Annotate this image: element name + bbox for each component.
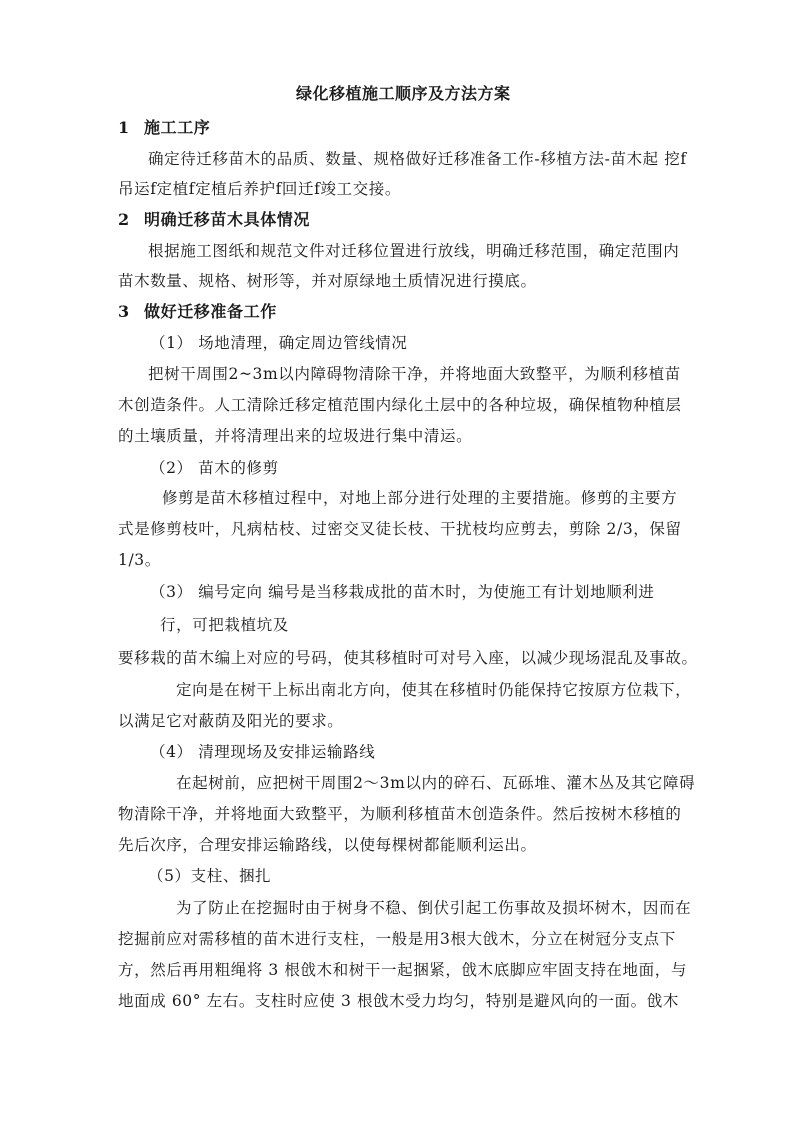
paragraph-line: 苗木数量、规格、树形等，并对原绿地土质情况进行摸底。	[118, 272, 537, 290]
paragraph-line: 修剪是苗木移植过程中，对地上部分进行处理的主要措施。修剪的主要方	[162, 489, 678, 507]
paragraph-line: 行，可把栽植坑及	[160, 616, 289, 634]
paragraph-line: 木创造条件。人工清除迁移定植范围内绿化土层中的各种垃圾，确保植物种植层	[118, 396, 682, 414]
section-2-heading	[118, 210, 310, 230]
paragraph-line: 地面成 60° 左右。支柱时应使 3 根戗木受力均匀，特别是避风向的一面。戗木	[118, 992, 679, 1010]
item-1-heading: （1） 场地清理，确定周边管线情况	[150, 334, 408, 352]
paragraph-line: 吊运f定植f定植后养护f回迁f竣工交接。	[118, 180, 401, 198]
paragraph-line: 方，然后再用粗绳将 3 根戗木和树干一起捆紧，戗木底脚应牢固支持在地面，与	[118, 961, 687, 979]
section-3-title: 做好迁移准备工作	[144, 302, 277, 321]
paragraph-line: 式是修剪枝叶，凡病枯枝、过密交叉徒长枝、干扰枝均应剪去，剪除 2/3，保留	[118, 520, 682, 538]
section-3-heading	[118, 302, 277, 322]
paragraph-line: 物清除干净，并将地面大致整平，为顺利移植苗木创造条件。然后按树木移植的	[118, 805, 682, 823]
section-1-title: 施工工序	[144, 118, 211, 137]
paragraph-line: 定向是在树干上标出南北方向，使其在移植时仍能保持它按原方位栽下，	[176, 681, 692, 699]
section-2-number: 2	[118, 210, 130, 229]
section-1-heading	[118, 118, 210, 138]
item-2-heading: （2） 苗木的修剪	[150, 459, 279, 477]
paragraph-line: 以满足它对蔽荫及阳光的要求。	[118, 712, 344, 730]
page-title: 绿化移植施工顺序及方法方案	[296, 84, 511, 103]
paragraph-line: 先后次序，合理安排运输路线，以使每棵树都能顺利运出。	[118, 836, 537, 854]
paragraph-line: 为了防止在挖掘时由于树身不稳、倒伏引起工伤事故及损坏树木，因而在	[176, 899, 692, 917]
paragraph-line: 在起树前，应把树干周围2～3m以内的碎石、瓦砾堆、灌木丛及其它障碍	[176, 774, 696, 792]
paragraph-line: 挖掘前应对需移植的苗木进行支柱，一般是用3根大戗木，分立在树冠分支点下	[118, 930, 676, 948]
section-2-title: 明确迁移苗木具体情况	[144, 210, 311, 229]
paragraph-line: 确定待迁移苗木的品质、数量、规格做好迁移准备工作-移植方法-苗木起 挖f	[148, 150, 687, 168]
paragraph-line: 的土壤质量，并将清理出来的垃圾进行集中清运。	[118, 427, 473, 445]
item-5-heading: （5）支柱、捆扎	[148, 867, 272, 885]
paragraph-line: 把树干周围2~3m以内障碍物清除干净，并将地面大致整平，为顺利移植苗	[148, 365, 681, 383]
paragraph-line: 1/3。	[118, 551, 161, 569]
paragraph-line: 根据施工图纸和规范文件对迁移位置进行放线，明确迁移范围，确定范围内	[148, 242, 680, 260]
item-3-heading: （3） 编号定向 编号是当移栽成批的苗木时，为使施工有计划地顺利进	[150, 583, 655, 601]
paragraph-line: 要移栽的苗木编上对应的号码，使其移植时可对号入座，以减少现场混乱及事故。	[118, 649, 698, 667]
section-3-number: 3	[118, 302, 130, 321]
section-1-number: 1	[118, 118, 130, 137]
item-4-heading: （4） 清理现场及安排运输路线	[150, 743, 376, 761]
